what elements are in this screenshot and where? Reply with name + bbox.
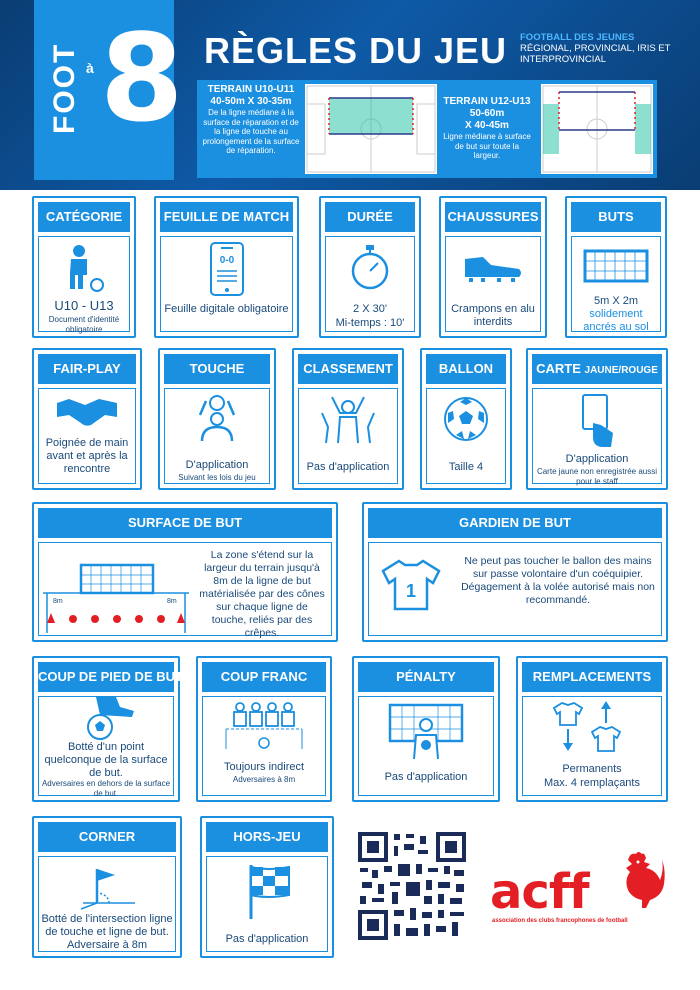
defensive-wall-icon <box>222 701 306 751</box>
card-title <box>532 354 662 384</box>
terrain-u12-text <box>441 96 533 161</box>
card-body <box>38 388 136 484</box>
coupdepied-sub-wrap <box>39 779 173 798</box>
logo-8-text: 8 <box>100 10 184 149</box>
qr-code-image <box>358 832 466 940</box>
card-corner <box>32 816 182 958</box>
card-title: FEUILLE DE MATCH <box>160 202 293 232</box>
card-title: SURFACE DE BUT <box>38 508 332 538</box>
card-touche <box>158 348 276 490</box>
card-carte <box>526 348 668 490</box>
goalkeeper-jersey-icon <box>381 557 441 613</box>
terrain-u12-desc: Ligne médiane à surface de but sur toute la largeur. <box>443 132 531 160</box>
card-body <box>38 542 332 639</box>
penalty-text: Pas d'application <box>384 771 468 783</box>
card-body <box>164 388 270 484</box>
terrain-u10-desc: De la ligne médiane à la surface de réparation et de la ligne de touche au prolongement de la surface de réparation. <box>202 108 300 155</box>
card-buts <box>565 196 667 338</box>
touche-sub: Suivant les lois du jeu <box>178 473 256 482</box>
categorie-sub: Document d'identité obligatoire <box>48 315 120 334</box>
kicking-boot-icon <box>76 697 136 741</box>
stopwatch-icon <box>348 243 392 293</box>
subtitle-rest: RÉGIONAL, PROVINCIAL, IRIS ET INTERPROVINCIAL <box>520 43 671 65</box>
remplacements-line1: Permanents <box>562 763 622 775</box>
card-body <box>206 856 328 952</box>
header-banner <box>0 0 700 190</box>
card-title: FAIR-PLAY <box>38 354 136 384</box>
card-hors-jeu <box>200 816 334 958</box>
carte-sub: Carte jaune non enregistrée aussi pour le staff <box>536 467 658 486</box>
terrain-u10-text <box>201 84 301 156</box>
acff-logo <box>490 850 670 930</box>
card-title: GARDIEN DE BUT <box>368 508 662 538</box>
coupdepied-text: Botté d'un point quelconque de la surface de but. <box>44 741 168 779</box>
card-surface-de-but <box>32 502 338 642</box>
terrain-u12-dims2: X 40-45m <box>465 120 509 131</box>
goal-area-diagram <box>43 557 189 633</box>
card-body <box>571 236 661 332</box>
terrain-box <box>197 80 657 178</box>
foot-a-8-logo <box>34 0 184 180</box>
acff-wordmark: acff <box>490 864 589 920</box>
card-title: COUP FRANC <box>202 662 326 692</box>
card-body <box>38 236 130 332</box>
horsjeu-text: Pas d'application <box>225 933 309 945</box>
card-classement <box>292 348 404 490</box>
fairplay-text: Poignée de main avant et après la rencontre <box>45 437 129 475</box>
card-categorie <box>32 196 136 338</box>
card-ballon <box>420 348 512 490</box>
logo-foot-text: FOOT <box>48 42 81 134</box>
card-body <box>358 696 494 796</box>
card-body <box>38 856 176 952</box>
rooster-icon <box>616 850 666 910</box>
card-title: BUTS <box>571 202 661 232</box>
duree-line1: 2 X 30' <box>353 303 387 315</box>
card-gardien-de-but <box>362 502 668 642</box>
card-body <box>38 696 174 796</box>
surface-mark-left: 8m <box>53 598 63 605</box>
feuille-text: Feuille digitale obligatoire <box>164 303 289 315</box>
coupfranc-sub: Adversaires à 8m <box>232 775 296 784</box>
celebrating-team-icon <box>318 393 378 445</box>
buts-accent: solidement ancrés au sol <box>583 308 649 333</box>
card-remplacements <box>516 656 668 802</box>
categorie-sub-wrap <box>39 315 129 334</box>
football-ball-icon <box>442 395 490 443</box>
carte-text: D'application <box>565 453 629 465</box>
card-body <box>325 236 415 332</box>
carte-title-small: JAUNE/ROUGE <box>584 365 658 376</box>
pitch-u10-diagram <box>305 84 437 174</box>
jersey-number: 1 <box>405 581 417 601</box>
chaussures-text: Crampons en alu interdits <box>451 303 535 328</box>
card-title: CATÉGORIE <box>38 202 130 232</box>
page-subtitle <box>520 32 680 65</box>
card-duree <box>319 196 421 338</box>
child-football-icon <box>59 243 109 295</box>
goal-icon <box>581 247 651 285</box>
card-body <box>532 388 662 484</box>
carte-sub-wrap <box>533 467 661 486</box>
card-penalty <box>352 656 500 802</box>
terrain-u10-head: TERRAIN U10-U11 <box>207 84 295 95</box>
gardien-text: Ne peut pas toucher le ballon des mains sur passe volontaire d'un coéquipier. Dégagement à la volée autorisé mais non recommandé. <box>461 555 655 606</box>
qr-code[interactable] <box>358 832 466 940</box>
ballon-text: Taille 4 <box>448 461 484 473</box>
card-body <box>160 236 293 332</box>
handshake-icon <box>55 393 119 431</box>
buts-text: 5m X 2m <box>593 295 638 307</box>
card-title: REMPLACEMENTS <box>522 662 662 692</box>
classement-text: Pas d'application <box>306 461 390 473</box>
coupfranc-text: Toujours indirect <box>223 761 305 773</box>
card-title: CHAUSSURES <box>445 202 541 232</box>
pitch-u12-diagram <box>541 84 653 174</box>
card-title: CLASSEMENT <box>298 354 398 384</box>
penalty-goal-icon <box>386 703 466 761</box>
duree-line2: Mi-temps : 10' <box>335 317 405 329</box>
corner-flag-icon <box>77 863 137 911</box>
card-body <box>202 696 326 796</box>
card-title: COUP DE PIED DE BUT <box>38 662 174 692</box>
card-title: DURÉE <box>325 202 415 232</box>
page-title: RÈGLES DU JEU <box>204 30 508 71</box>
smartphone-icon <box>209 241 245 297</box>
card-chaussures <box>439 196 547 338</box>
terrain-u12-dims1: 50-60m <box>469 108 505 119</box>
logo-a-text: à <box>86 60 94 76</box>
card-body <box>368 542 662 636</box>
card-title: PÉNALTY <box>358 662 494 692</box>
card-body <box>298 388 398 484</box>
card-coup-franc <box>196 656 332 802</box>
card-fair-play <box>32 348 142 490</box>
card-body <box>522 696 662 796</box>
coupdepied-sub: Adversaires en dehors de la surface de but. <box>41 779 171 798</box>
card-coup-de-pied-de-but <box>32 656 183 802</box>
phone-score: 0-0 <box>219 255 234 266</box>
corner-text: Botté de l'intersection ligne de touche et ligne de but. Adversaire à 8m <box>41 913 173 951</box>
card-body <box>445 236 541 332</box>
football-boot-icon <box>461 249 525 285</box>
throw-in-player-icon <box>192 393 242 443</box>
remplacements-line2: Max. 4 remplaçants <box>544 777 640 789</box>
card-title: CORNER <box>38 822 176 852</box>
categorie-main: U10 - U13 <box>54 298 114 313</box>
offside-flag-icon <box>237 861 297 921</box>
card-body <box>426 388 506 484</box>
acff-subtitle: association des clubs francophones de football <box>492 918 628 924</box>
coupfranc-sub-wrap <box>203 775 325 785</box>
card-feuille-de-match <box>154 196 299 338</box>
card-title: HORS-JEU <box>206 822 328 852</box>
terrain-u12-head: TERRAIN U12-U13 <box>443 96 531 107</box>
surface-mark-right: 8m <box>167 598 177 605</box>
substitution-icon <box>552 699 632 755</box>
subtitle-accent: FOOTBALL DES JEUNES <box>520 32 635 43</box>
card-title: BALLON <box>426 354 506 384</box>
touche-sub-wrap <box>165 473 269 483</box>
terrain-u10-dims: 40-50m X 30-35m <box>210 96 292 107</box>
card-title: TOUCHE <box>164 354 270 384</box>
surface-text: La zone s'étend sur la largeur du terrain jusqu'à 8m de la ligne de but matérialisée par des cônes sur chaque ligne de touche, reliés par des crêpes. <box>199 549 325 639</box>
buts-accent-wrap <box>572 308 660 334</box>
referee-card-icon <box>577 393 617 449</box>
carte-title: CARTE <box>536 361 581 376</box>
touche-text: D'application <box>185 459 249 471</box>
